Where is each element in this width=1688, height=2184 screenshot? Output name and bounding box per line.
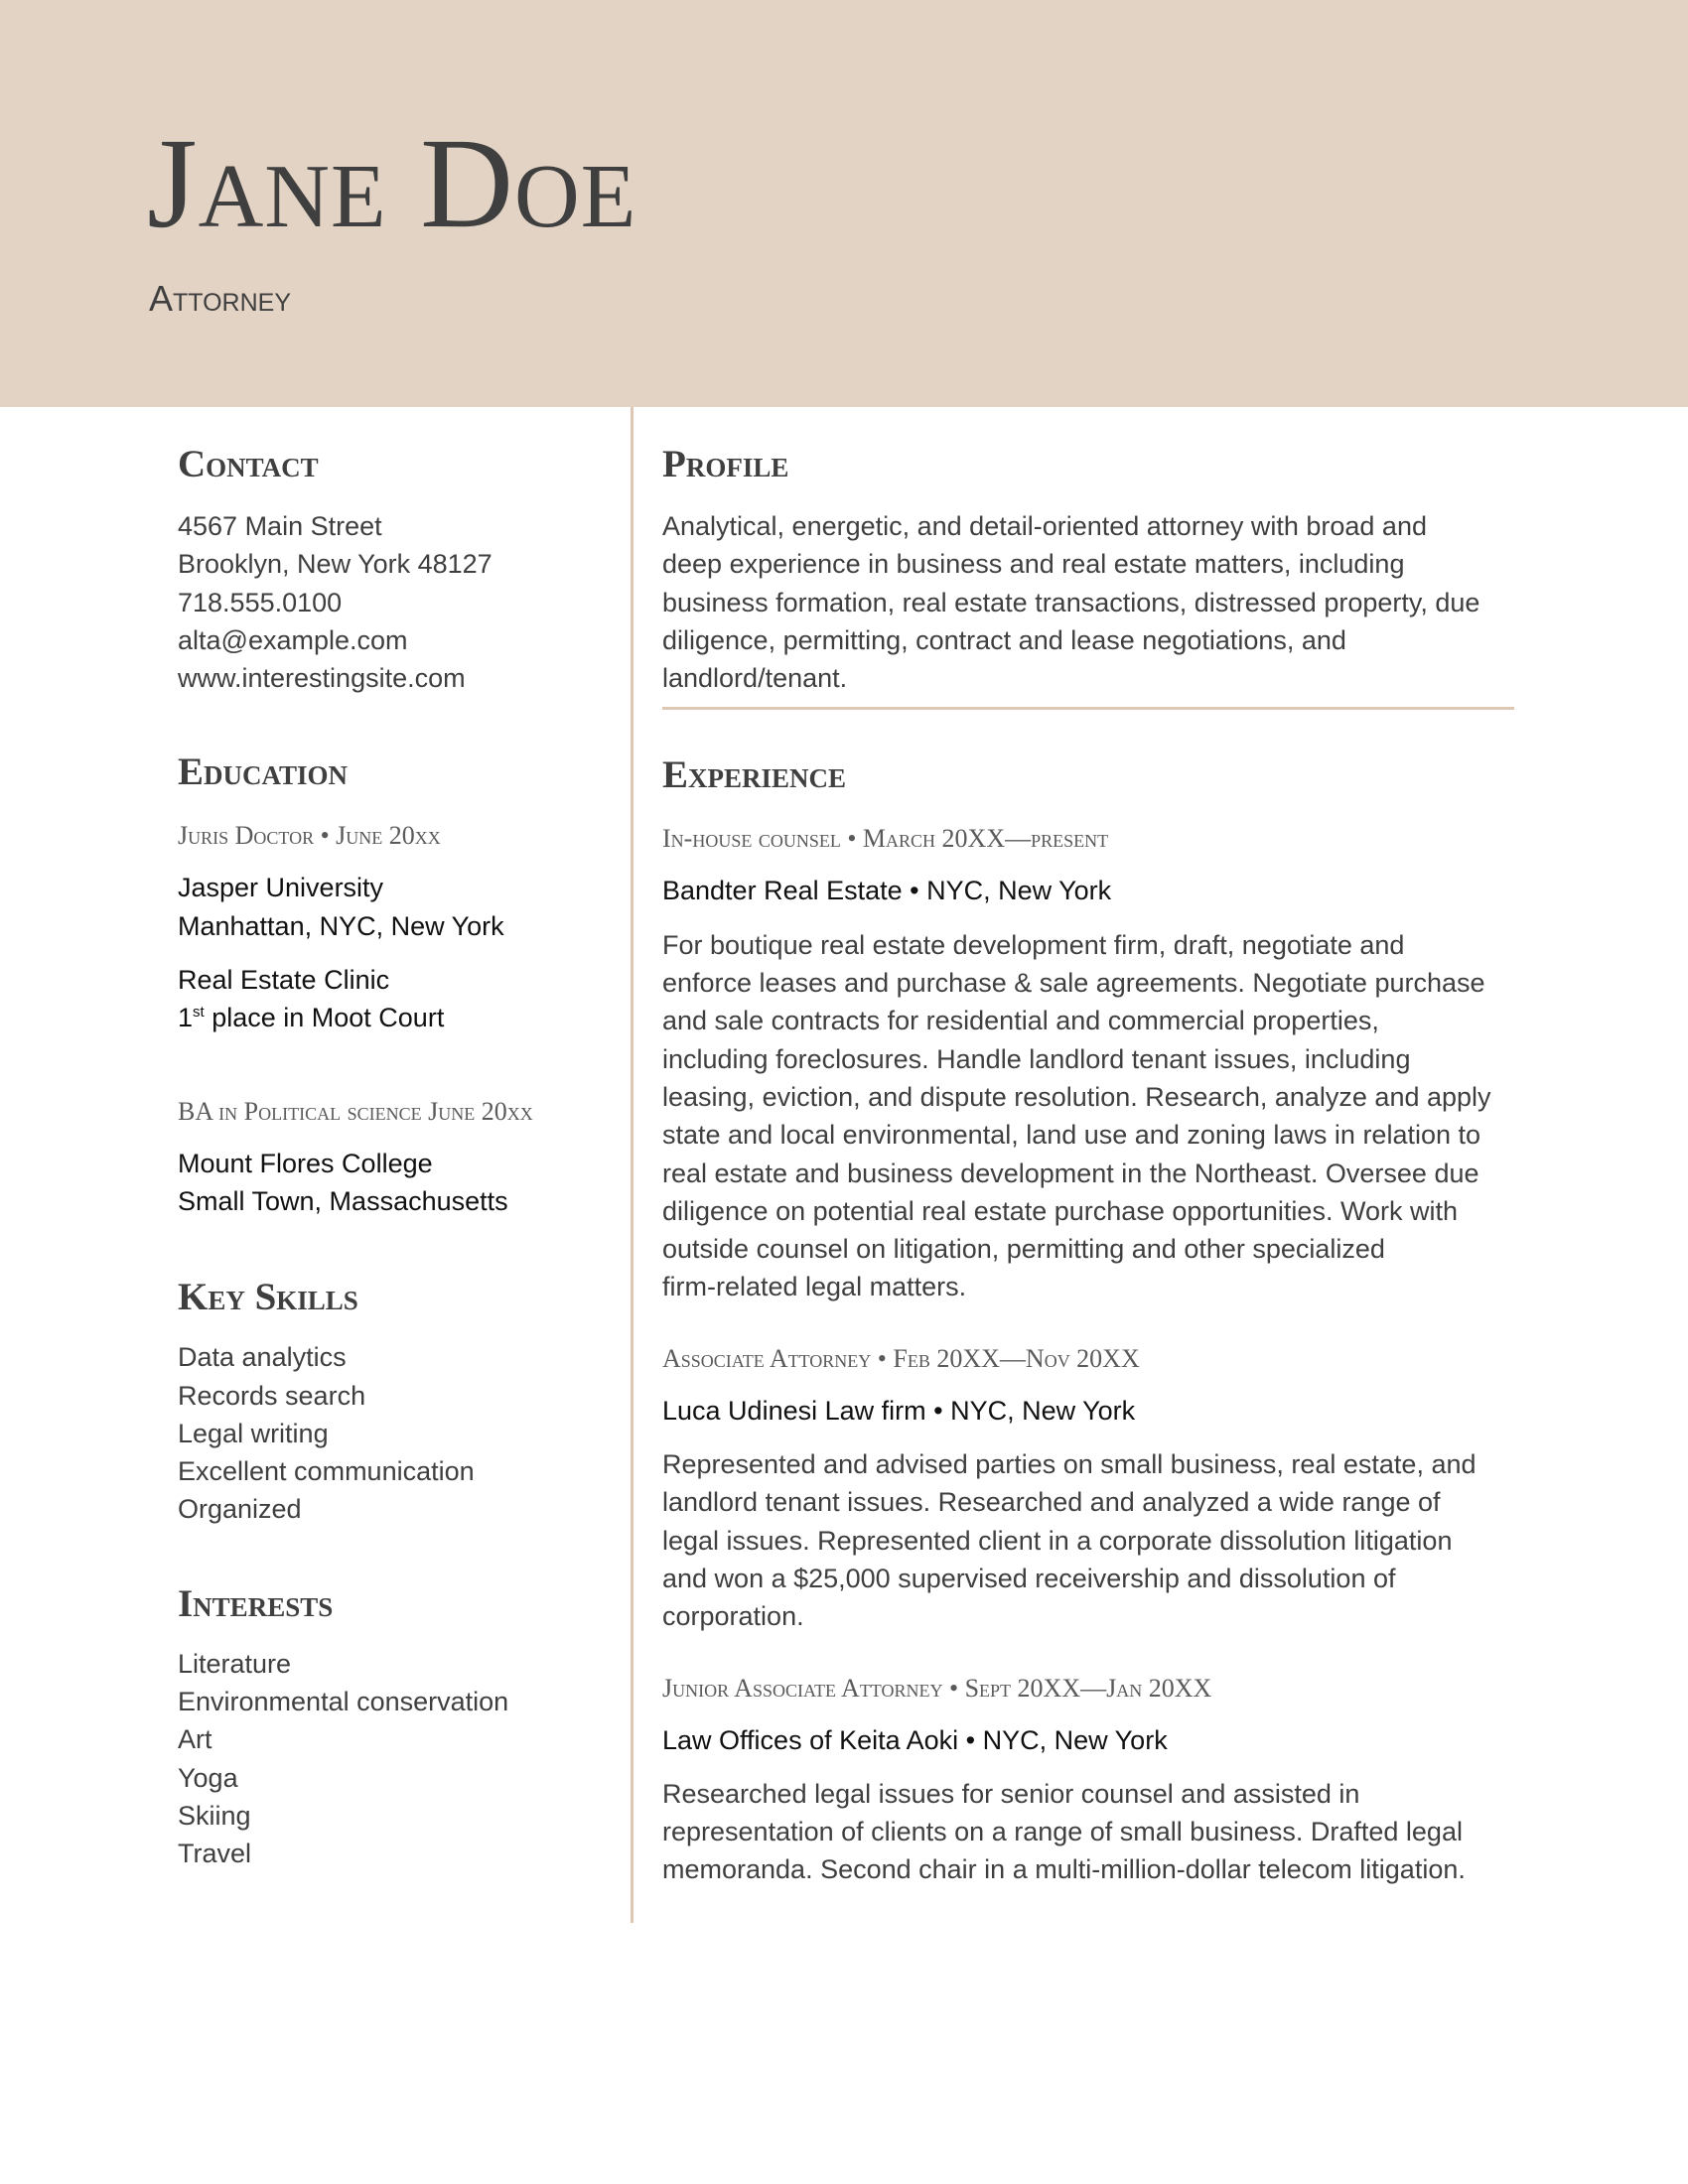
award-rank: 1 bbox=[178, 1003, 194, 1033]
profile-line: deep experience in business and real estate matters, including bbox=[662, 549, 1405, 580]
job-description-line: and sale contracts for residential and commercial properties, bbox=[662, 1006, 1379, 1036]
skills-section bbox=[178, 1278, 605, 1528]
job-title: In-house counsel • March 20XX—present bbox=[662, 824, 1109, 854]
education-section bbox=[178, 752, 605, 1220]
resume-name: Jane Doe bbox=[147, 112, 637, 255]
column-divider bbox=[631, 407, 633, 1923]
job-description-line: diligence on potential real estate purchase opportunities. Work with bbox=[662, 1195, 1458, 1226]
job-title: Associate Attorney • Feb 20XX—Nov 20XX bbox=[662, 1343, 1140, 1373]
profile-text bbox=[662, 507, 1516, 697]
job-description-line: state and local environmental, land use and zoning laws in relation to bbox=[662, 1120, 1481, 1151]
award-text: place in Moot Court bbox=[204, 1003, 445, 1033]
list-item: Environmental conservation bbox=[178, 1687, 509, 1717]
contact-city: Brooklyn, New York 48127 bbox=[178, 549, 492, 580]
education-award bbox=[178, 999, 605, 1036]
list-item: Data analytics bbox=[178, 1342, 347, 1373]
contact-email: alta@example.com bbox=[178, 624, 408, 655]
job-description-line: firm-related legal matters. bbox=[662, 1272, 967, 1302]
profile-section bbox=[662, 445, 1516, 710]
list-item: Legal writing bbox=[178, 1418, 329, 1448]
profile-line: landlord/tenant. bbox=[662, 663, 848, 694]
contact-address: 4567 Main Street bbox=[178, 511, 382, 541]
contact-website: www.interestingsite.com bbox=[178, 663, 466, 694]
experience-entry bbox=[662, 1343, 1516, 1636]
list-item: Skiing bbox=[178, 1800, 251, 1831]
list-item: Excellent communication bbox=[178, 1456, 475, 1487]
education-entry bbox=[178, 1096, 605, 1221]
job-description-line: real estate and business development in the Northeast. Oversee due bbox=[662, 1158, 1479, 1188]
list-item: Travel bbox=[178, 1839, 252, 1869]
job-description bbox=[662, 1445, 1516, 1635]
job-employer: Luca Udinesi Law firm • NYC, New York bbox=[662, 1395, 1136, 1426]
profile-line: diligence, permitting, contract and lease negotiations, and bbox=[662, 624, 1346, 655]
education-school: Jasper University bbox=[178, 873, 384, 903]
section-heading-education: Education bbox=[178, 751, 349, 794]
job-description-line: representation of clients on a range of small business. Drafted legal bbox=[662, 1817, 1463, 1847]
job-employer: Bandter Real Estate • NYC, New York bbox=[662, 876, 1112, 906]
section-heading-interests: Interests bbox=[178, 1581, 334, 1625]
list-item: Literature bbox=[178, 1648, 292, 1679]
experience-entry bbox=[662, 1673, 1516, 1889]
right-column bbox=[662, 445, 1516, 1889]
job-description-line: including foreclosures. Handle landlord tenant issues, including bbox=[662, 1043, 1411, 1074]
job-description-line: Researched legal issues for senior counsel and assisted in bbox=[662, 1778, 1360, 1809]
education-activity: Real Estate Clinic bbox=[178, 965, 390, 996]
experience-entry bbox=[662, 826, 1516, 1305]
interests-list bbox=[178, 1645, 605, 1873]
job-description-line: and won a $25,000 supervised receivership and dissolution of bbox=[662, 1563, 1396, 1593]
skills-list bbox=[178, 1338, 605, 1528]
section-heading-profile: Profile bbox=[662, 443, 789, 485]
education-activities bbox=[178, 961, 605, 1037]
job-description bbox=[662, 1775, 1516, 1889]
education-degree: BA in Political science June 20xx bbox=[178, 1096, 533, 1126]
job-description-line: legal issues. Represented client in a corporate dissolution litigation bbox=[662, 1525, 1453, 1556]
job-description bbox=[662, 926, 1516, 1306]
contact-details bbox=[178, 507, 605, 697]
profile-divider bbox=[662, 707, 1514, 710]
job-title: Junior Associate Attorney • Sept 20XX—Jan 20XX bbox=[662, 1673, 1212, 1703]
section-heading-skills: Key Skills bbox=[178, 1276, 358, 1319]
left-column bbox=[178, 445, 605, 1873]
education-location: Manhattan, NYC, New York bbox=[178, 910, 504, 941]
education-entry bbox=[178, 823, 605, 1036]
education-location: Small Town, Massachusetts bbox=[178, 1185, 508, 1216]
list-item: Organized bbox=[178, 1494, 302, 1525]
job-description-line: memoranda. Second chair in a multi-million-dollar telecom litigation. bbox=[662, 1854, 1466, 1885]
profile-line: Analytical, energetic, and detail-oriented attorney with broad and bbox=[662, 511, 1427, 541]
contact-section bbox=[178, 445, 605, 697]
interests-section bbox=[178, 1581, 605, 1873]
education-school-block bbox=[178, 1145, 605, 1221]
job-description-line: enforce leases and purchase & sale agreements. Negotiate purchase bbox=[662, 968, 1485, 999]
education-degree: Juris Doctor • June 20xx bbox=[178, 821, 441, 851]
job-description-line: Represented and advised parties on small business, real estate, and bbox=[662, 1449, 1477, 1480]
resume-role: Attorney bbox=[149, 278, 292, 319]
contact-phone: 718.555.0100 bbox=[178, 587, 343, 617]
job-description-line: leasing, eviction, and dispute resolution. Research, analyze and apply bbox=[662, 1081, 1491, 1112]
award-rank-suffix: st bbox=[193, 1004, 205, 1022]
education-school: Mount Flores College bbox=[178, 1148, 433, 1178]
job-employer: Law Offices of Keita Aoki • NYC, New York bbox=[662, 1724, 1168, 1755]
job-description-line: For boutique real estate development firm, draft, negotiate and bbox=[662, 929, 1405, 960]
education-school-block bbox=[178, 869, 605, 945]
job-description-line: corporation. bbox=[662, 1601, 804, 1632]
profile-line: business formation, real estate transactions, distressed property, due bbox=[662, 587, 1480, 617]
job-description-line: landlord tenant issues. Researched and analyzed a wide range of bbox=[662, 1487, 1441, 1518]
section-heading-contact: Contact bbox=[178, 443, 319, 485]
list-item: Art bbox=[178, 1724, 212, 1755]
list-item: Records search bbox=[178, 1380, 366, 1411]
section-heading-experience: Experience bbox=[662, 753, 847, 797]
list-item: Yoga bbox=[178, 1762, 238, 1793]
job-description-line: outside counsel on litigation, permitting and other specialized bbox=[662, 1234, 1385, 1265]
experience-section bbox=[662, 755, 1516, 1888]
